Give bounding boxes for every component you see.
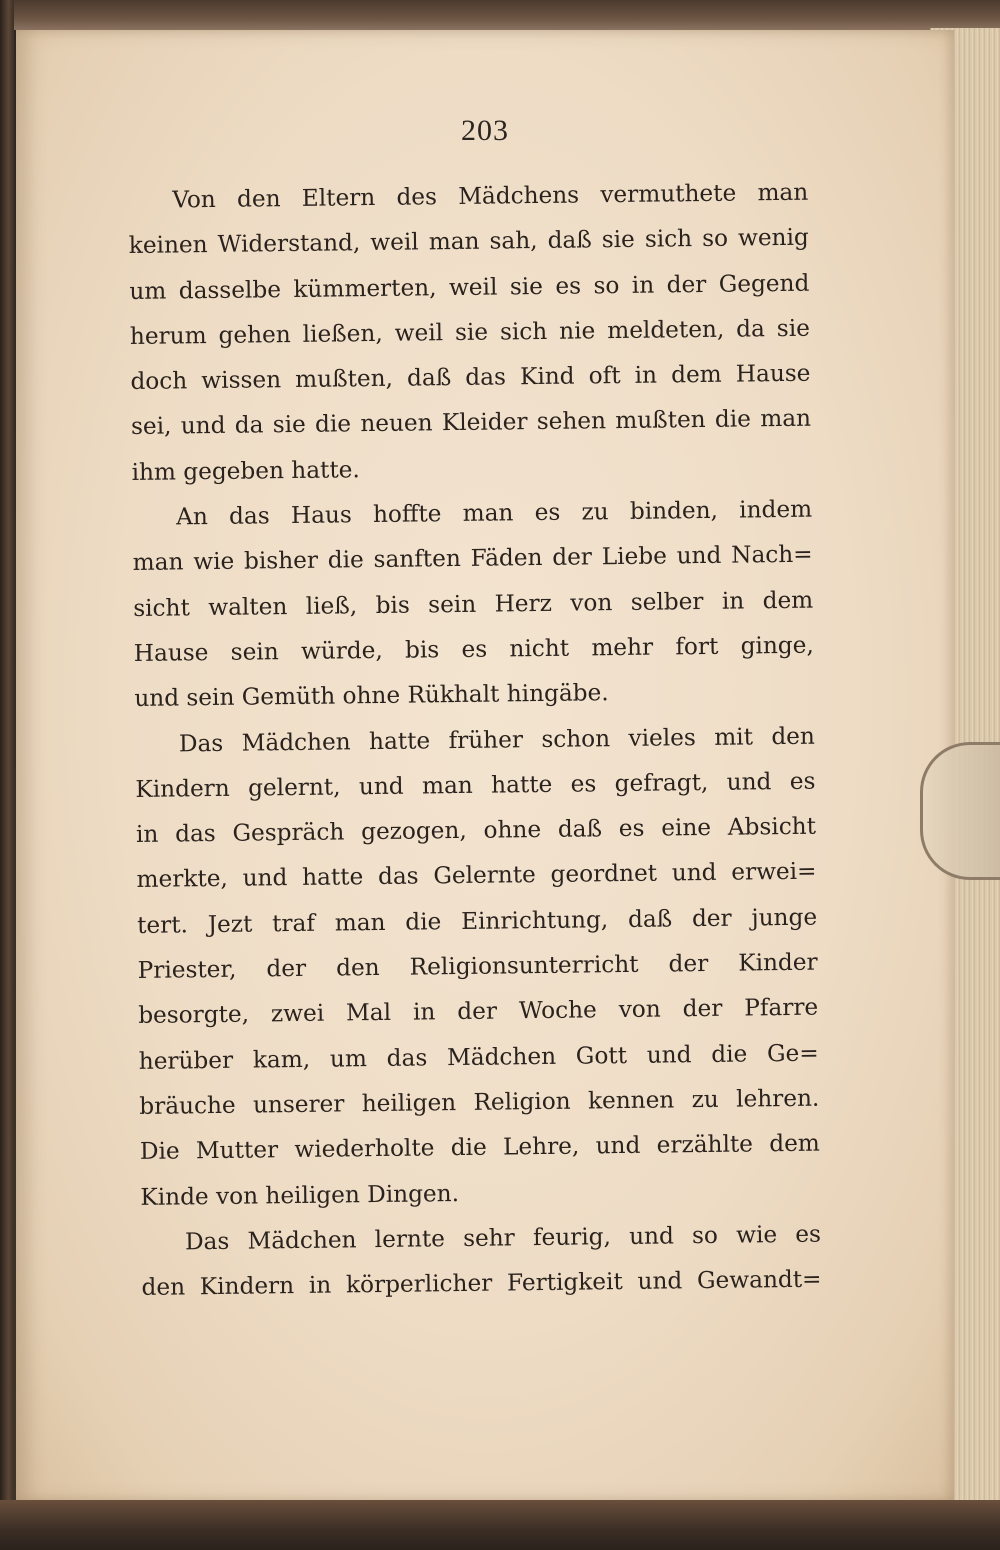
page-clip [920,742,1000,880]
text-line: herüber kam, um das Mädchen Gott und die Ge= [138,1039,819,1075]
text-line: man wie bisher die sanften Fäden der Liebe und Nach= [132,541,813,577]
text-line: merkte, und hatte das Gelernte geordnet und erwei= [136,858,817,894]
text-line: um dasselbe kümmerten, weil sie es so in der Gegend [129,269,810,305]
text-line: besorgte, zwei Mal in der Woche von der Pfarre [138,993,819,1030]
book-cover-left-edge [0,0,14,1550]
text-line: Das Mädchen lernte sehr feurig, und so wie es [184,1220,822,1256]
text-line: bräuche unserer heiligen Religion kennen zu lehren. [139,1084,820,1120]
text-line: doch wissen mußten, daß das Kind oft in dem Hause [130,359,811,396]
text-line: sicht walten ließ, bis sein Herz von selber in dem [133,586,814,622]
text-line: den Kindern in körperlicher Fertigkeit und Gewandt= [141,1265,822,1302]
paragraph-4 [141,1211,822,1310]
text-line: in das Gespräch gezogen, ohne daß es eine Absicht [135,812,817,849]
text-line: Kindern gelernt, und man hatte es gefragt, und es [135,767,816,803]
text-line: An das Haus hoffte man es zu binden, indem [175,495,813,531]
text-line: herum gehen ließen, weil sie sich nie meldeten, da sie [129,314,811,350]
paragraph-2 [132,487,815,722]
text-line: Das Mädchen hatte früher schon vieles mit den [178,722,816,757]
text-line: sei, und da sie die neuen Kleider sehen mußten die man [130,405,812,441]
page-text [128,170,822,1311]
book-cover-bottom-edge [0,1500,1000,1550]
text-line: Die Mutter wiederholte die Lehre, und erzählte dem [139,1129,821,1166]
text-line: Hause sein würde, bis es nicht mehr fort ginge, [133,631,814,667]
text-line: Kinde von heiligen Dingen. [140,1179,460,1211]
text-line: keinen Widerstand, weil man sah, daß sie sich so wenig [128,223,809,260]
paragraph-3 [135,713,821,1220]
text-line: ihm gegeben hatte. [131,455,360,486]
text-line: Priester, der den Religionsunterricht der Kinder [137,948,818,984]
book-page [16,30,954,1502]
text-line: und sein Gemüth ohne Rükhalt hingäbe. [134,679,609,713]
page-number: 203 [461,114,509,147]
text-line: Von den Eltern des Mädchens vermuthete man [172,178,809,214]
text-line: tert. Jezt traf man die Einrichtung, daß der junge [136,903,818,939]
book-cover-top-edge [0,0,1000,30]
paragraph-1 [128,170,812,495]
